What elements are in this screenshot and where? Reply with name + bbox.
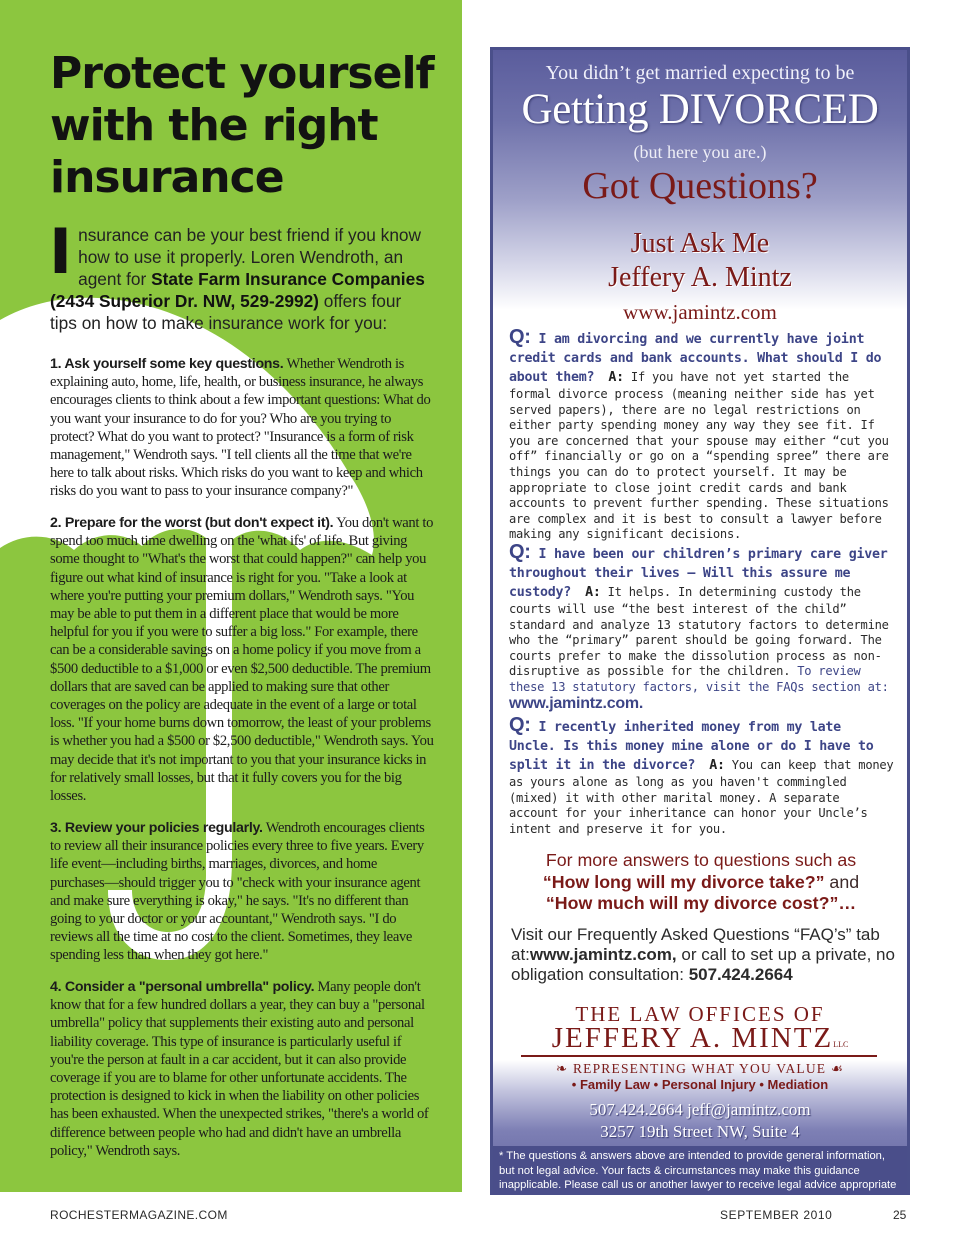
question-text: I have been our children’s primary care giver throughout their lives – Will this assure me custody? [509,547,888,600]
firm-address: 3257 19th Street NW, Suite 4 [600,1122,800,1141]
ad-subline: (but here you are.) [633,142,767,162]
more-answers [503,850,899,915]
tip-4 [50,978,434,1160]
slogan-text: REPRESENTING WHAT YOU VALUE [572,1061,827,1076]
intro-text-end: offers four tips on how to make insurance work for you: [50,291,402,333]
legal-disclaimer: * The questions & answers above are intended to provide general information, but not legal advice. Your facts & circumstances may make this guidance inapplicable. Please call us or another lawyer to receive legal advice appropriate for your specific situation. [493,1146,907,1194]
question-text: I am divorcing and we currently have joint credit cards and bank accounts. What should I do about them? [509,332,882,385]
law-firm-name [493,1022,907,1055]
divider [521,1055,877,1057]
tip-body: Whether Wendroth is explaining auto, home, life, health, or business insurance, he always encourages clients to think about a few important questions: What do you want your insurance to do for you? Who are you trying to protect? What do you want to protect? "Insurance is a form of risk management," Wendroth says. "I tell clients all the time that we're here to talk about risks. Which risks do you want to keep and which risks do you want to pass to your insurance company?" [50,356,431,500]
question-mark: Q: [509,326,531,348]
answer-mark: A: [709,758,725,773]
firm-slogan [493,1061,907,1077]
more-intro: For more answers to questions such as [545,850,857,870]
firm-llc: LLC [833,1040,849,1049]
tip-2 [50,514,434,805]
qa-item-3 [509,714,895,837]
answer-text: It helps. In determining custody the courts will use “the best interest of the child” standard and analyze 13 statutory factors to determine who the “primary” parent should be going forward. The courts prefer to make the dissolution process as non-disruptive as possible for the children. [509,585,889,679]
question-mark: Q: [509,714,531,736]
phone-number[interactable]: 507.424.2664 [688,965,793,984]
qa-item-1 [509,326,895,543]
question-text: I recently inherited money from my late Uncle. Is this money mine alone or do I have to split it in the divorce? [509,720,874,773]
law-offices-label: THE LAW OFFICES OF [575,1002,825,1026]
more-question-1: “How long will my divorce take?” [542,871,825,892]
tip-heading: 1. Ask yourself some key questions. [50,356,284,372]
tip-heading: 4. Consider a "personal umbrella" policy. [50,979,315,995]
more-and: and [824,871,860,892]
tip-heading: 2. Prepare for the worst (but don't expect it). [50,515,334,531]
tip-body: You don't want to spend too much time dwelling on the 'what ifs' of life. But giving some thought to "What's the worst that could happen?" can help you figure out what kind of insurance is right for you. "Take a look at where you're putting your premium dollars," Wendroth says. "You may be able to put them in a different place that would be more helpful for you if you were to suffer a big loss." For example, there can be a considerable savings on a home policy if you move from a $500 deductible to a $1,000 or even $2,500 deductible. The premium dollars that are saved can be applied to making sure that other coverages on the policy are adequate in the event of a large or total loss. "If your home burns down tomorrow, the least of your problems is whether you had a $500 or $2,500 deductible," Wendroth says. You may decide that it's not important to you that your insurance kicks in for relatively small losses, but that it fully covers you for the big losses. [50,515,434,805]
visit-faq-text [511,925,897,985]
intro-company: State Farm Insurance Companies (2434 Superior Dr. NW, 529-2992) [50,269,425,311]
article-title: Protect yourself with the right insurance [50,48,434,203]
qa-item-2 [509,541,895,712]
visit-text-2: or call to set up a private, no obligation consultation: [511,945,895,984]
ornament-left-icon: ❧ [555,1061,573,1076]
answer-text: If you have not yet started the formal divorce process (meaning neither side has yet served papers), there are no legal restrictions on either party spending money any way they see fit. If you are concerned that your spouse may either “cut you off” financially or go on a “spending spree” there are things you can do to protect yourself. It may be appropriate to close joint credit cards and bank accounts to prevent further spending. These situations are complex and it is best to consult a lawyer before making any significant decisions. [509,370,889,542]
footer-site[interactable]: ROCHESTERMAGAZINE.COM [50,1208,228,1222]
tip-3 [50,819,434,965]
faq-link[interactable]: www.jamintz.com. [509,694,644,712]
visit-link[interactable]: www.jamintz.com, [529,945,677,964]
tip-heading: 3. Review your policies regularly. [50,820,263,836]
law-office-advertisement [490,47,910,1206]
footer-issue: SEPTEMBER 2010 [720,1208,833,1222]
ornament-right-icon: ☙ [826,1061,845,1076]
firm-contact[interactable]: 507.424.2664 jeff@jamintz.com [589,1100,811,1119]
answer-mark: A: [608,370,624,385]
intro-text: nsurance can be your best friend if you know how to use it properly. Loren Wendroth, an agent for [78,225,422,289]
ad-got-questions: Got Questions? [582,165,818,207]
answer-mark: A: [585,585,601,600]
visit-text: Visit our Frequently Asked Questions “FAQ’s” tab at: [511,925,880,964]
more-question-2: “How much will my divorce cost?”… [545,893,857,913]
answer-text: You can keep that money as yours alone as long as you haven't commingled (mixed) it with other marital money. A separate account for your inheritance can honor your Uncle’s intent and preserve it for you. [509,758,894,836]
article-intro [49,215,430,334]
firm-name: JEFFERY A. MINTZ [551,1022,834,1054]
ad-just-ask: Just Ask Me [630,228,770,259]
question-mark: Q: [509,541,531,563]
practice-areas: • Family Law • Personal Injury • Mediation [571,1077,829,1092]
ad-attorney-name: Jeffery A. Mintz [608,262,792,293]
page-number: 25 [893,1208,907,1222]
ad-website-link[interactable]: www.jamintz.com [623,300,777,324]
tip-1 [50,355,434,501]
drop-cap: I [49,215,73,288]
tip-body: Many people don't know that for a few hundred dollars a year, they can buy a "personal umbrella" policy that supplements their existing auto and personal liability coverage. This type of insurance is particularly useful if you're the person at fault in a car accident, but it can also provide coverage if you are to blame for other unfortunate accidents. The protection is designed to kick in when the liability on other policies has been exhausted. When the unexpected strikes, "there's a world of difference between people who had and didn't have an umbrella policy," Wendroth says. [50,979,429,1159]
tip-body: Wendroth encourages clients to review all their insurance policies every three to five years. Every life event—including births, marriages, divorces, and home purchases—should trigger you to "check with your insurance agent and make sure everything is okay," he says. "It's no different than going to your doctor or your accountant," Wendroth says. "I do reviews all the time at no cost to the client. Sometimes, they leave spending less than when they got here." [50,820,425,964]
answer-tail: To review these 13 statutory factors, visit the FAQs section at: [509,664,889,694]
ad-headline: Getting DIVORCED [521,86,879,133]
ad-tagline: You didn’t get married expecting to be [545,62,855,84]
